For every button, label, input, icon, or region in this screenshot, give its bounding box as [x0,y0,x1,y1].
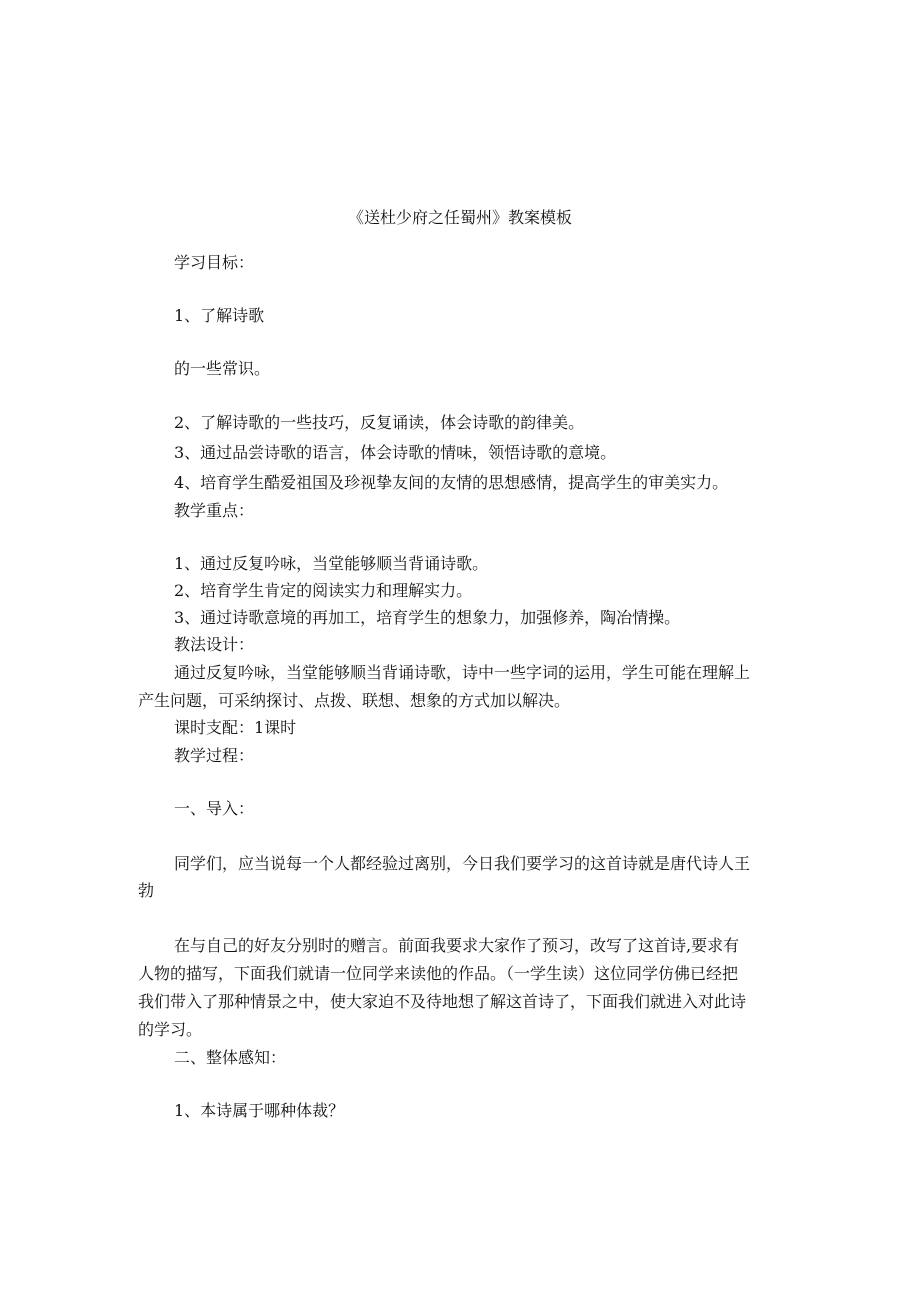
goal-item-2: 2、了解诗歌的一些技巧，反复诵读，体会诗歌的韵律美。 [174,413,585,432]
section-heading-goals: 学习目标： [174,253,255,272]
focus-item-1: 1、通过反复吟咏，当堂能够顺当背诵诗歌。 [174,554,489,573]
focus-item-3: 3、通过诗歌意境的再加工，培育学生的想象力，加强修养，陶冶情操。 [174,608,681,627]
intro-paragraph2-line-1: 在与自己的好友分别时的赠言。前面我要求大家作了预习，改写了这首诗,要求有 [174,936,740,955]
goal-item-3: 3、通过品尝诗歌的语言，体会诗歌的情味，领悟诗歌的意境。 [174,443,617,462]
goal-item-1-cont: 的一些常识。 [174,359,271,378]
class-hours: 课时支配：1课时 [174,718,297,737]
intro-paragraph2-line-2: 人物的描写，下面我们就请一位同学来读他的作品。（一学生读）这位同学仿佛已经把 [138,964,739,983]
goal-item-1: 1、了解诗歌 [174,306,265,325]
process-step-overview: 二、整体感知： [174,1048,287,1067]
method-paragraph-line-2: 产生问题，可采纳探讨、点拨、联想、想象的方式加以解决。 [138,691,571,710]
process-step-intro: 一、导入： [174,799,255,818]
intro-paragraph2-line-3: 我们带入了那种情景之中，使大家迫不及待地想了解这首诗了，下面我们就进入对此诗 [138,992,747,1011]
section-heading-focus: 教学重点： [174,501,255,520]
intro-paragraph-line-2: 勃 [138,881,155,900]
intro-paragraph-line-1: 同学们，应当说每一个人都经验过离别，今日我们要学习的这首诗就是唐代诗人王 [174,854,751,873]
section-heading-method: 教法设计： [174,635,255,654]
intro-paragraph2-line-4: 的学习。 [138,1020,203,1039]
goal-item-4: 4、培育学生酷爱祖国及珍视挚友间的友情的思想感情，提高学生的审美实力。 [174,473,729,492]
method-paragraph-line-1: 通过反复吟咏，当堂能够顺当背诵诗歌，诗中一些字词的运用，学生可能在理解上 [174,663,751,682]
section-heading-process: 教学过程： [174,746,255,765]
document-title: 《送杜少府之任蜀州》教案模板 [347,208,572,227]
overview-question-1: 1、本诗属于哪种体裁？ [174,1101,345,1120]
focus-item-2: 2、培育学生肯定的阅读实力和理解实力。 [174,581,473,600]
